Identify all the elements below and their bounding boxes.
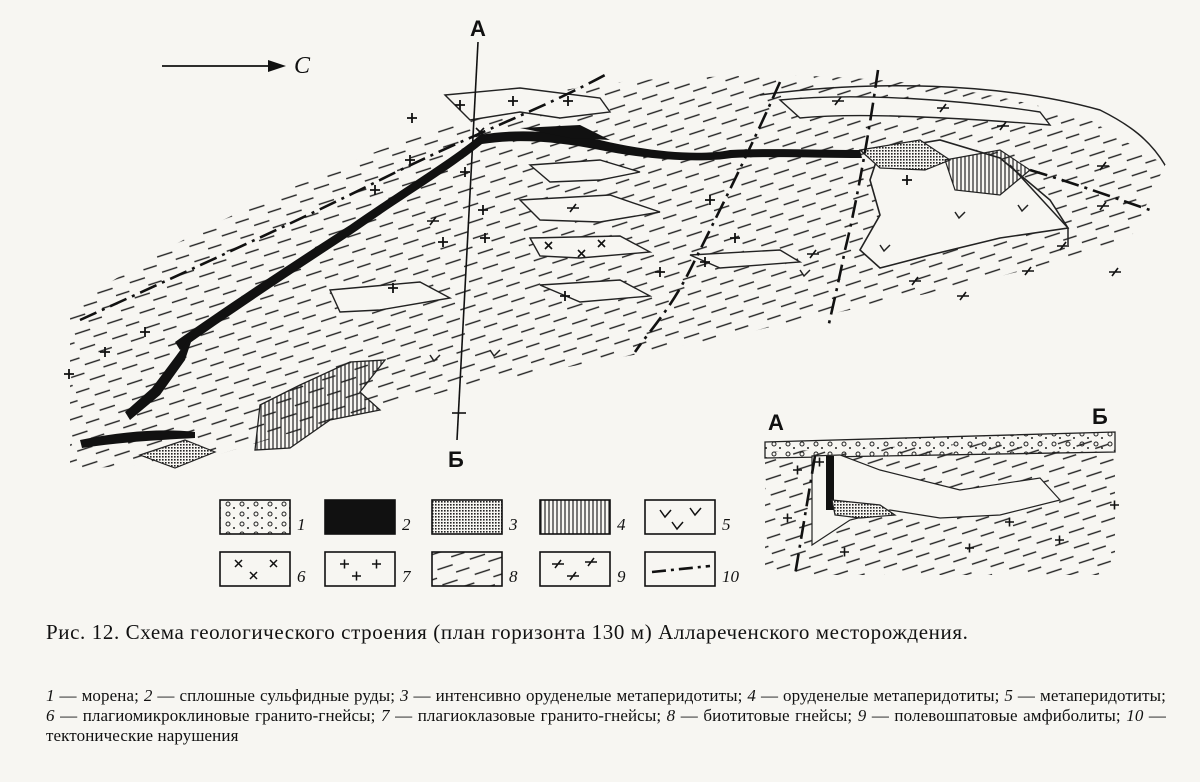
legend-entry-7: 7 — плагиоклазовые гранито-гнейсы;	[381, 706, 662, 725]
legend-entry-9: 9 — полевошпатовые амфиболиты;	[857, 706, 1121, 725]
svg-text:9: 9	[617, 567, 626, 586]
svg-text:1: 1	[297, 515, 306, 534]
svg-text:8: 8	[509, 567, 518, 586]
svg-text:2: 2	[402, 515, 411, 534]
legend-key-5	[645, 500, 715, 534]
gneiss-field	[70, 75, 1165, 470]
figure-caption: Рис. 12. Схема геологического строения (план горизонта 130 м) Аллареченского месторождения.	[46, 620, 969, 644]
north-label: С	[294, 53, 311, 79]
svg-text:4: 4	[617, 515, 626, 534]
arrow-head-icon	[268, 60, 286, 72]
legend-keys	[220, 500, 715, 586]
legend-entry-4: 4 — оруденелые метаперидотиты;	[747, 686, 1000, 705]
legend-key-9	[540, 552, 610, 586]
legend-entry-3: 3 — интенсивно оруденелые метаперидотиты;	[399, 686, 743, 705]
inset-section	[765, 404, 1119, 575]
svg-text:7: 7	[402, 567, 411, 586]
svg-text:10: 10	[722, 567, 739, 586]
legend-key-6	[220, 552, 290, 586]
inset-end-label: Б	[1092, 404, 1108, 429]
section-end-label: Б	[448, 447, 464, 472]
legend-key-2	[325, 500, 395, 534]
inset-start-label: А	[768, 410, 784, 435]
svg-text:5: 5	[722, 515, 731, 534]
legend-key-4	[540, 500, 610, 534]
legend-key-7	[325, 552, 395, 586]
legend-entry-8: 8 — биотитовые гнейсы;	[666, 706, 853, 725]
legend-entry-2: 2 — сплошные сульфидные руды;	[143, 686, 396, 705]
legend-entry-1: 1 — морена;	[46, 686, 139, 705]
legend-entry-6: 6 — плагиомикроклиновые гранито-гнейсы;	[46, 706, 376, 725]
legend-key-8	[432, 552, 502, 586]
svg-text:6: 6	[297, 567, 306, 586]
north-arrow	[162, 53, 311, 79]
legend-entry-10: 10 — тектонические нарушения	[46, 706, 1167, 745]
legend-text	[46, 686, 1166, 746]
svg-text:3: 3	[509, 515, 518, 534]
section-start-label: А	[470, 16, 486, 41]
legend-entry-5: 5 — метаперидотиты;	[1004, 686, 1166, 705]
legend-key-3	[432, 500, 502, 534]
legend-key-1	[220, 500, 290, 534]
